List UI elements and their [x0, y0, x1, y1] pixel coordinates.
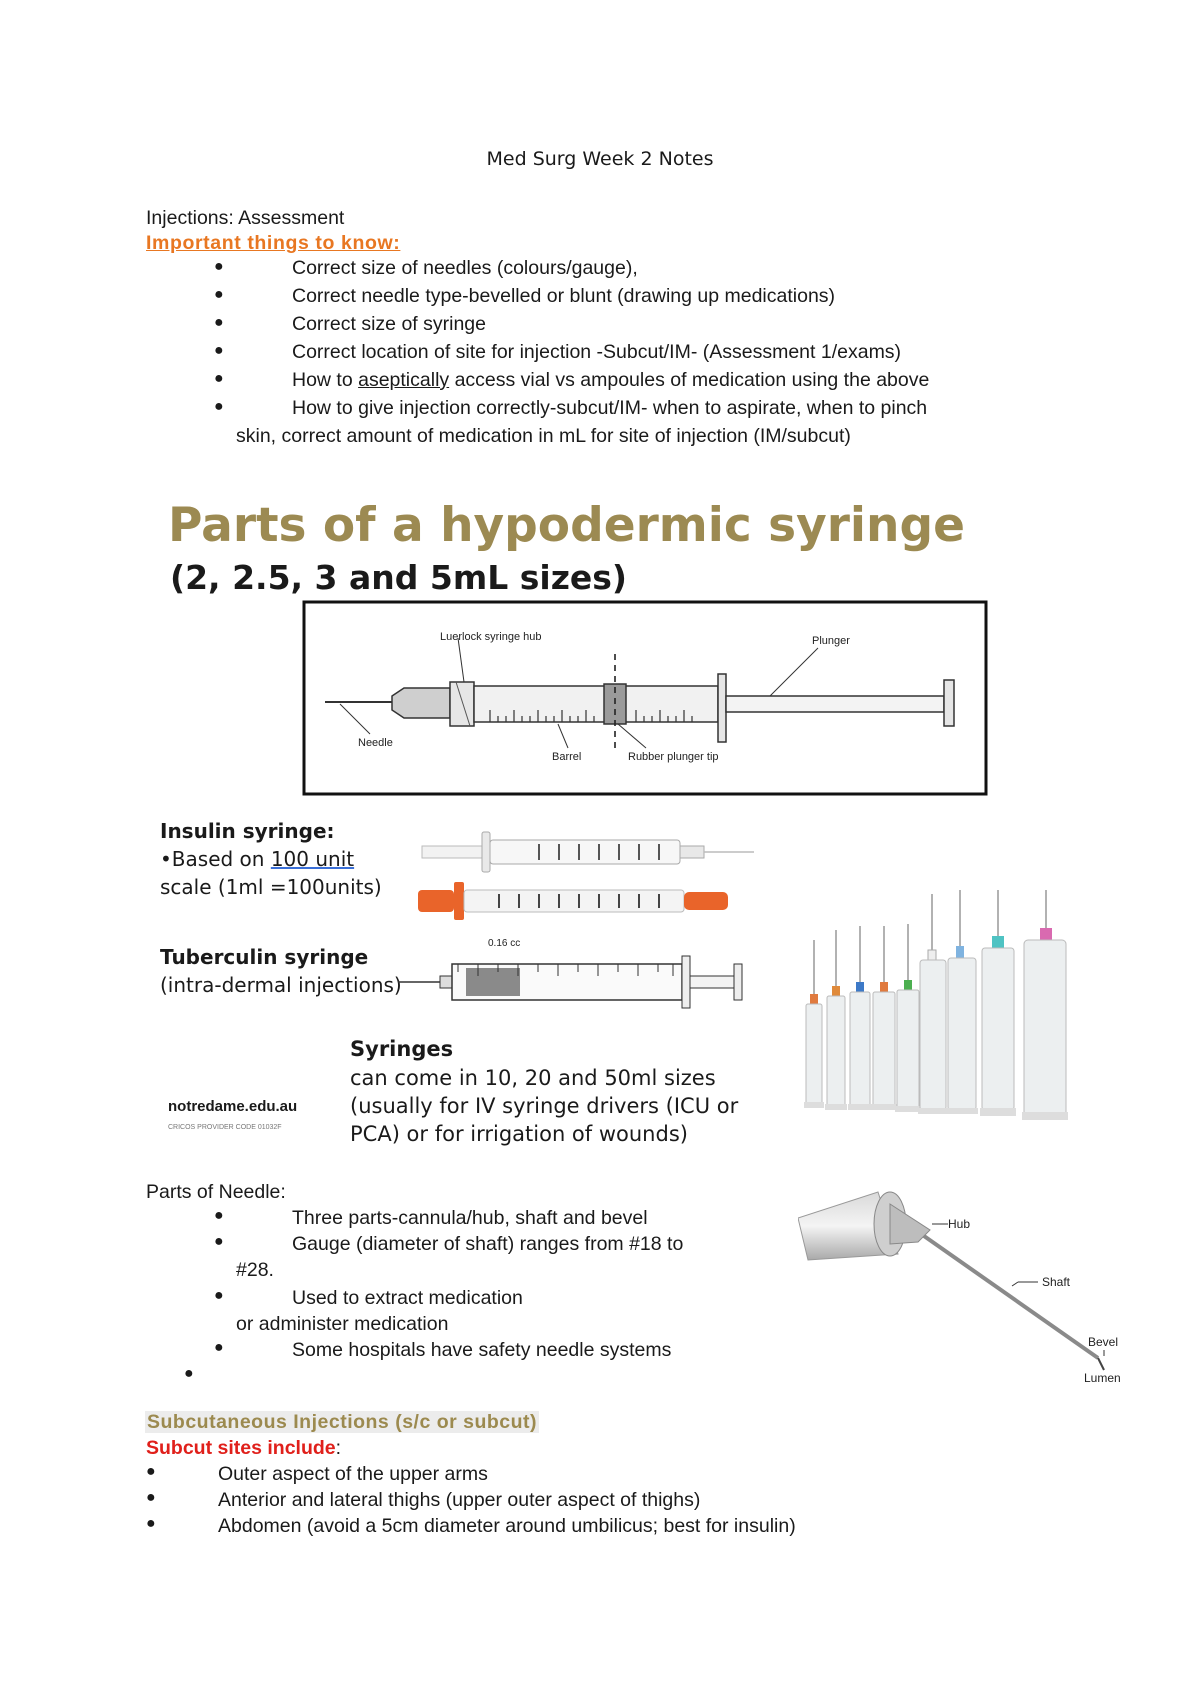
bullet-icon: ●	[214, 1339, 224, 1356]
syringe-diagram	[300, 598, 990, 798]
tuberculin-syringe-image	[398, 936, 758, 1016]
syringe-group-image	[800, 890, 1070, 1150]
empty-bullet-icon: ●	[184, 1365, 194, 1382]
syringes-line: (usually for IV syringe drivers (ICU or	[350, 1094, 739, 1118]
bullet-icon: ●	[214, 1287, 224, 1304]
needle-label-bevel: Bevel	[1088, 1335, 1119, 1349]
label-hub: Luerlock syringe hub	[440, 631, 542, 643]
bullet-icon: ●	[214, 370, 224, 387]
important-subheading: Important things to know:	[146, 232, 401, 254]
section-heading-subcut: Subcutaneous Injections (s/c or subcut)	[147, 1411, 538, 1433]
list-item: Three parts-cannula/hub, shaft and bevel	[292, 1207, 648, 1229]
page-title: Med Surg Week 2 Notes	[486, 148, 714, 170]
figure-subtitle: (2, 2.5, 3 and 5mL sizes)	[170, 558, 628, 597]
needle-label-hub: Hub	[948, 1217, 971, 1231]
list-item-continuation: #28.	[236, 1259, 274, 1281]
list-item: Correct location of site for injection -Subcut/IM- (Assessment 1/exams)	[292, 341, 902, 363]
list-item: Correct size of needles (colours/gauge),	[292, 257, 638, 279]
list-item: Abdomen (avoid a 5cm diameter around umbilicus; best for insulin)	[218, 1515, 796, 1537]
subcut-sites-label: Subcut sites include:	[146, 1437, 342, 1459]
syringes-title: Syringes	[350, 1037, 454, 1061]
tb-top-label: 0.16 cc	[488, 938, 521, 949]
list-item: Gauge (diameter of shaft) ranges from #18 to	[292, 1233, 684, 1255]
list-item: Used to extract medication	[292, 1287, 523, 1309]
list-item-continuation: or administer medication	[236, 1313, 449, 1335]
syringes-line: PCA) or for irrigation of wounds)	[350, 1122, 688, 1146]
section-heading-needle: Parts of Needle:	[146, 1181, 286, 1203]
list-item: Correct size of syringe	[292, 313, 486, 335]
needle-label-shaft: Shaft	[1042, 1275, 1071, 1289]
bullet-icon: ●	[146, 1515, 156, 1532]
list-item-continuation: skin, correct amount of medication in mL for site of injection (IM/subcut)	[236, 425, 851, 447]
tuberculin-title: Tuberculin syringe	[160, 945, 369, 969]
bullet-icon: ●	[214, 286, 224, 303]
list-item: Some hospitals have safety needle systems	[292, 1339, 672, 1361]
list-item: How to aseptically access vial vs ampoules of medication using the above	[292, 369, 930, 391]
insulin-syringes-image	[418, 826, 758, 922]
bullet-icon: ●	[214, 314, 224, 331]
bullet-icon: ●	[214, 258, 224, 275]
list-item: Correct needle type-bevelled or blunt (drawing up medications)	[292, 285, 836, 307]
insulin-title: Insulin syringe:	[160, 819, 335, 843]
label-rubber-tip: Rubber plunger tip	[628, 751, 719, 763]
list-item: How to give injection correctly-subcut/IM- when to aspirate, when to pinch	[292, 397, 928, 419]
needle-diagram	[798, 1184, 1160, 1384]
source-credit: notredame.edu.au	[168, 1098, 298, 1115]
bullet-icon: ●	[146, 1463, 156, 1480]
label-needle: Needle	[358, 737, 393, 749]
source-credit-small: CRICOS PROVIDER CODE 01032F	[168, 1124, 282, 1131]
list-item: Outer aspect of the upper arms	[218, 1463, 488, 1485]
bullet-icon: ●	[214, 1233, 224, 1250]
figure-title: Parts of a hypodermic syringe	[168, 498, 965, 553]
bullet-icon: ●	[214, 1207, 224, 1224]
needle-label-lumen: Lumen	[1084, 1371, 1121, 1384]
bullet-icon: ●	[214, 398, 224, 415]
label-barrel: Barrel	[552, 751, 582, 763]
label-plunger: Plunger	[812, 635, 850, 647]
tuberculin-sub: (intra-dermal injections)	[160, 973, 402, 997]
list-item: Anterior and lateral thighs (upper outer aspect of thighs)	[218, 1489, 701, 1511]
bullet-icon: ●	[146, 1489, 156, 1506]
bullet-icon: ●	[214, 342, 224, 359]
aseptically-link[interactable]: aseptically	[358, 369, 450, 391]
insulin-line1: •Based on 100 unit	[160, 847, 355, 871]
syringes-line: can come in 10, 20 and 50ml sizes	[350, 1066, 716, 1090]
100-unit-link[interactable]: 100 unit	[270, 847, 355, 871]
insulin-line2: scale (1ml =100units)	[160, 875, 382, 899]
section-heading-injections: Injections: Assessment	[146, 207, 345, 229]
